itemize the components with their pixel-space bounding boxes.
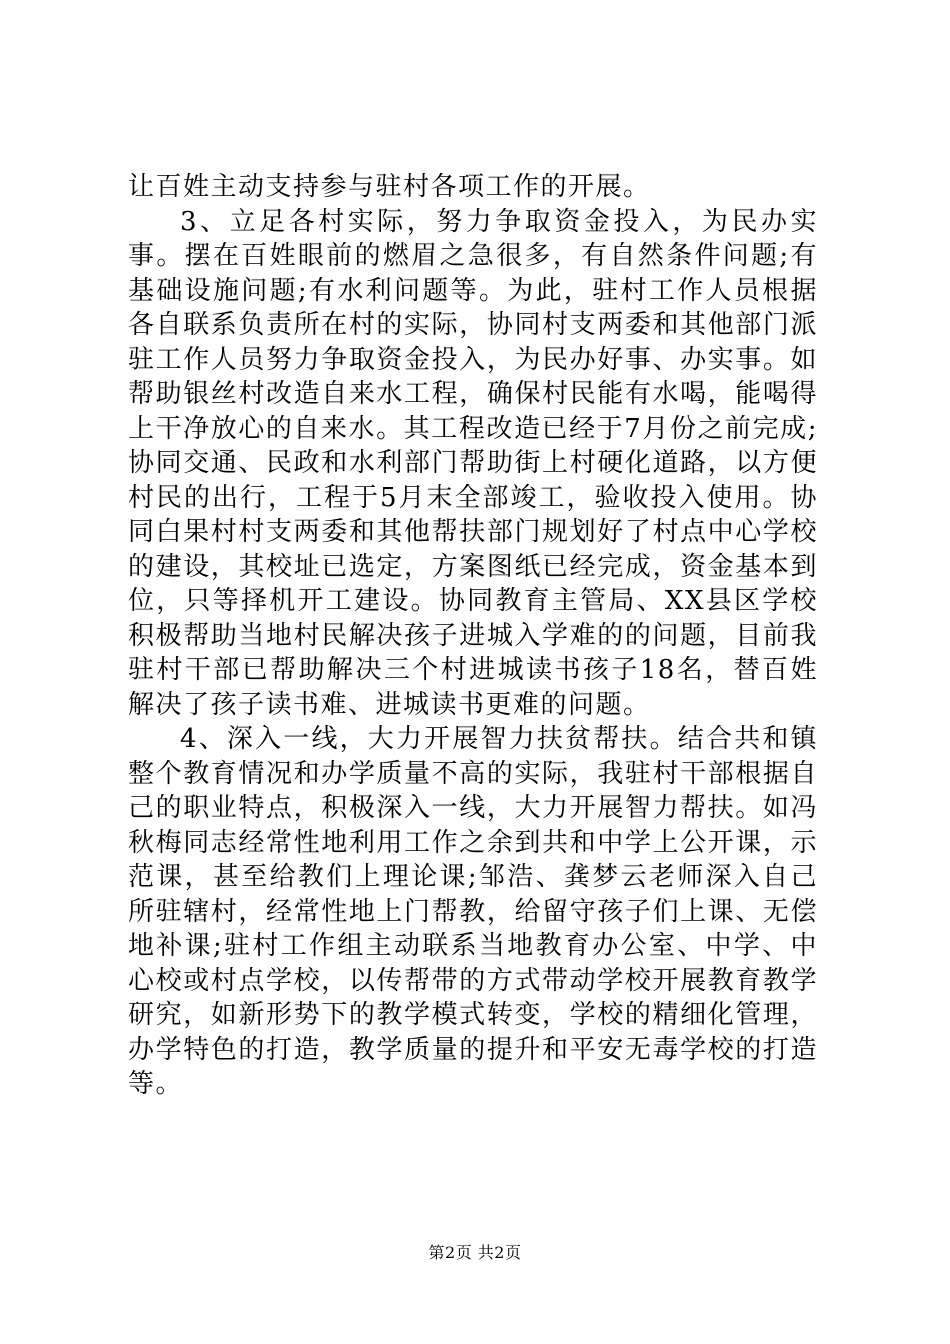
- page-footer: 第2页 共2页: [428, 1243, 522, 1262]
- paragraph-item-3: 3、立足各村实际，努力争取资金投入，为民办实事。摆在百姓眼前的燃眉之急很多，有自然条件问题;有基础设施问题;有水利问题等。为此，驻村工作人员根据各自联系负责所在村的实际，协同村支两委和其他部门派驻工作人员努力争取资金投入，为民办好事、办实事。如帮助银丝村改造自来水工程，确保村民能有水喝，能喝得上干净放心的自来水。其工程改造已经于7月份之前完成;协同交通、民政和水利部门帮助街上村硬化道路，以方便村民的出行，工程于5月末全部竣工，验收投入使用。协同白果村村支两委和其他帮扶部门规划好了村点中心学校的建设，其校址已选定，方案图纸已经完成，资金基本到位，只等择机开工建设。协同教育主管局、XX县区学校积极帮助当地村民解决孩子进城入学难的的问题，目前我驻村干部已帮助解决三个村进城读书孩子18名，替百姓解决了孩子读书难、进城读书更难的问题。: [128, 206, 818, 720]
- paragraph-item-4: 4、深入一线，大力开展智力扶贫帮扶。结合共和镇整个教育情况和办学质量不高的实际，我驻村干部根据自己的职业特点，积极深入一线，大力开展智力帮扶。如冯秋梅同志经常性地利用工作之余到共和中学上公开课，示范课，甚至给教们上理论课;邹浩、龚梦云老师深入自己所驻辖村，经常性地上门帮教，给留守孩子们上课、无偿地补课;驻村工作组主动联系当地教育办公室、中学、中心校或村点学校，以传帮带的方式带动学校开展教育教学研究，如新形势下的教学模式转变，学校的精细化管理，办学特色的打造，教学质量的提升和平安无毒学校的打造等。: [128, 724, 818, 1099]
- paragraph-continuation: 让百姓主动支持参与驻村各项工作的开展。: [128, 172, 651, 202]
- document-body: [128, 170, 818, 1102]
